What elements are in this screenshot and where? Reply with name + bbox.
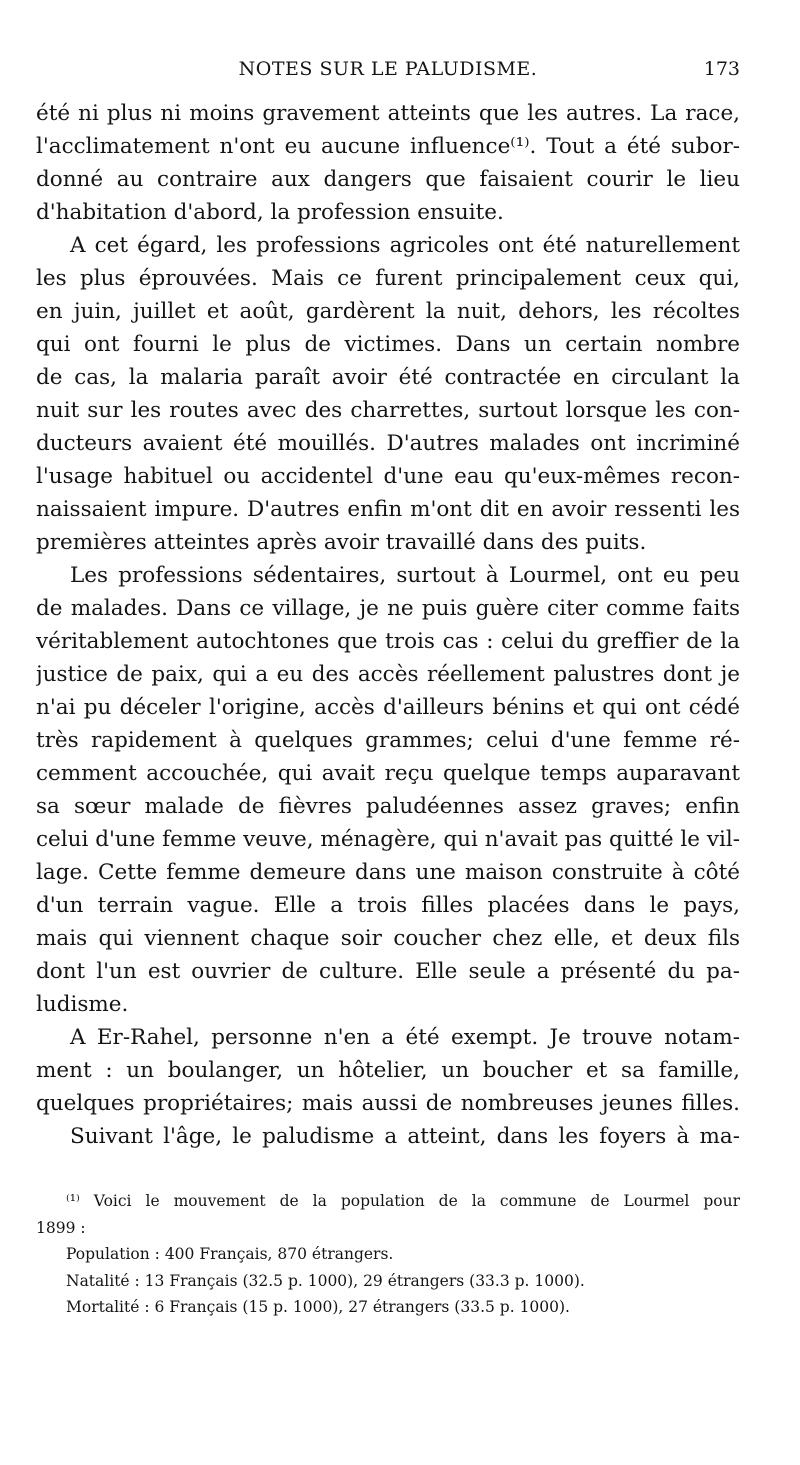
- body-line: mais qui viennent chaque soir coucher chez elle, et deux fils: [36, 926, 740, 951]
- footnote-line: 1899 :: [36, 1218, 86, 1237]
- body-text: [36, 97, 740, 1153]
- body-line: Suivant l'âge, le paludisme a atteint, dans les foyers à ma-: [70, 1124, 740, 1149]
- footnotes: [36, 1188, 740, 1321]
- body-line: de cas, la malaria paraît avoir été contractée en circulant la: [36, 365, 740, 390]
- body-line: véritablement autochtones que trois cas : celui du greffier de la: [36, 629, 740, 654]
- body-line: lage. Cette femme demeure dans une maison construite à côté: [36, 860, 740, 885]
- body-line: A cet égard, les professions agricoles ont été naturellement: [70, 233, 740, 258]
- body-line: l'acclimatement n'ont eu aucune influence⁽¹⁾. Tout a été subor-: [36, 134, 740, 159]
- footnote-line: Mortalité : 6 Français (15 p. 1000), 27 étrangers (33.5 p. 1000).: [66, 1298, 570, 1316]
- body-line: celui d'une femme veuve, ménagère, qui n'avait pas quitté le vil-: [36, 827, 740, 852]
- page-header: [36, 58, 740, 88]
- body-line: d'habitation d'abord, la profession ensuite.: [36, 200, 504, 225]
- body-line: sa sœur malade de fièvres paludéennes assez graves; enfin: [36, 794, 740, 819]
- body-line: très rapidement à quelques grammes; celui d'une femme ré-: [36, 728, 740, 753]
- footnote-line: Natalité : 13 Français (32.5 p. 1000), 29 étrangers (33.3 p. 1000).: [66, 1271, 585, 1290]
- body-line: cemment accouchée, qui avait reçu quelque temps auparavant: [36, 761, 740, 786]
- body-line: nuit sur les routes avec des charrettes, surtout lorsque les con-: [36, 398, 740, 423]
- body-line: qui ont fourni le plus de victimes. Dans un certain nombre: [36, 332, 740, 357]
- footnote-line: Population : 400 Français, 870 étrangers.: [66, 1245, 394, 1263]
- body-line: l'usage habituel ou accidentel d'une eau qu'eux-mêmes recon-: [36, 464, 740, 489]
- page-number: 173: [703, 58, 740, 80]
- body-line: n'ai pu déceler l'origine, accès d'ailleurs bénins et qui ont cédé: [36, 695, 740, 720]
- body-line: naissaient impure. D'autres enfin m'ont dit en avoir ressenti les: [36, 497, 740, 522]
- body-line: ment : un boulanger, un hôtelier, un boucher et sa famille,: [36, 1058, 740, 1083]
- body-line: les plus éprouvées. Mais ce furent principalement ceux qui,: [36, 266, 740, 291]
- body-line: en juin, juillet et août, gardèrent la nuit, dehors, les récoltes: [36, 299, 740, 324]
- body-line: ludisme.: [36, 992, 129, 1017]
- footnote-line: ⁽¹⁾ Voici le mouvement de la population de la commune de Lourmel pour: [66, 1192, 740, 1210]
- body-line: dont l'un est ouvrier de culture. Elle seule a présenté du pa-: [36, 959, 740, 984]
- body-line: Les professions sédentaires, surtout à Lourmel, ont eu peu: [70, 563, 740, 588]
- body-line: ducteurs avaient été mouillés. D'autres malades ont incriminé: [36, 431, 740, 456]
- body-line: de malades. Dans ce village, je ne puis guère citer comme faits: [36, 596, 740, 621]
- body-line: donné au contraire aux dangers que faisaient courir le lieu: [36, 167, 740, 192]
- body-line: justice de paix, qui a eu des accès réellement palustres dont je: [36, 662, 740, 687]
- running-head: NOTES SUR LE PALUDISME.: [238, 58, 538, 80]
- body-line: été ni plus ni moins gravement atteints que les autres. La race,: [36, 101, 740, 126]
- body-line: premières atteintes après avoir travaillé dans des puits.: [36, 530, 647, 555]
- body-line: d'un terrain vague. Elle a trois filles placées dans le pays,: [36, 893, 740, 918]
- body-line: quelques propriétaires; mais aussi de nombreuses jeunes filles.: [36, 1091, 740, 1116]
- body-line: A Er-Rahel, personne n'en a été exempt. Je trouve notam-: [70, 1025, 740, 1050]
